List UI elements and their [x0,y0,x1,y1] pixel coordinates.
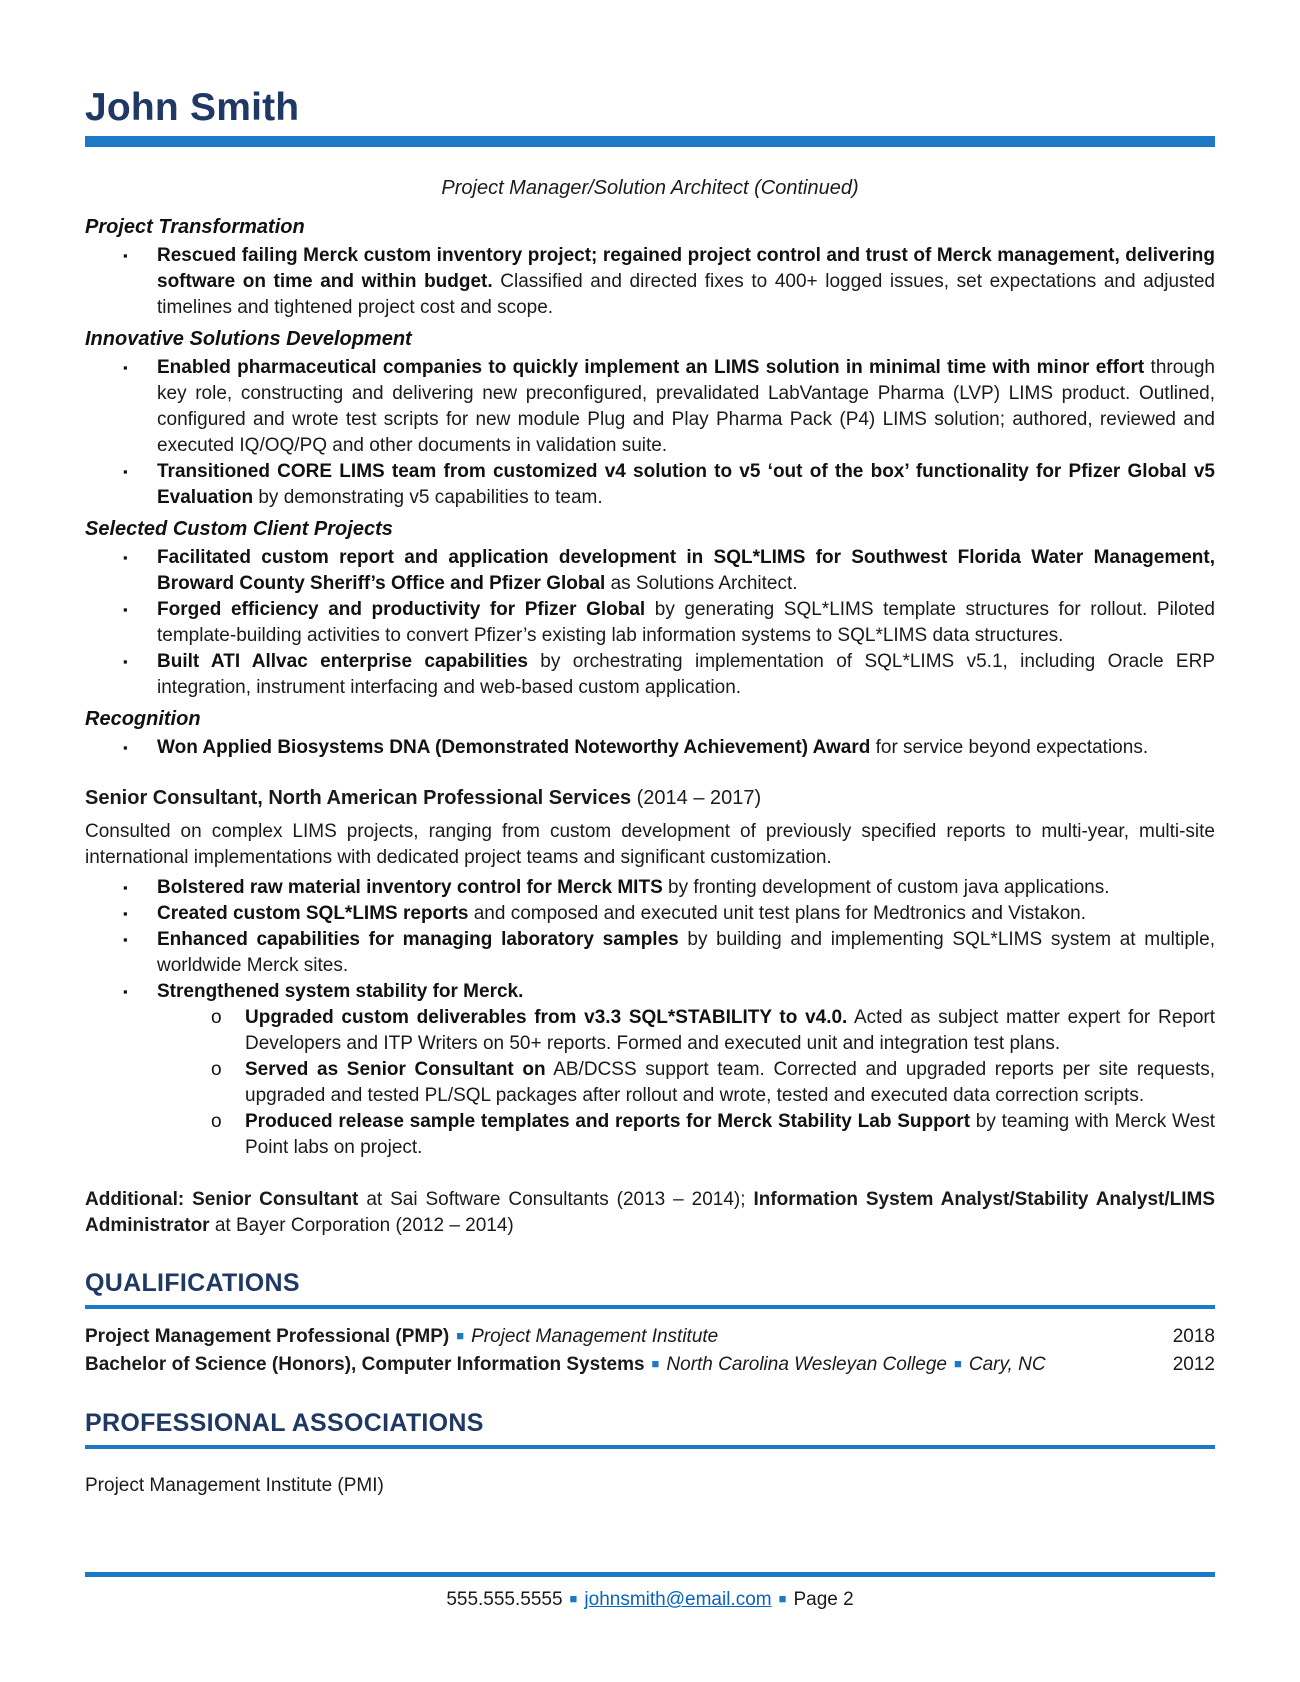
page-footer [85,1572,1215,1611]
bullet-item [85,459,1215,511]
bullet-circle-icon: o [211,1110,222,1132]
bullet-text: Built ATI Allvac enterprise capabilities by orchestrating implementation of SQL*LIMS v5.1, including Oracle ERP integration, instrument interfacing and web-based custom application. [157,650,1215,698]
bullet-text: Won Applied Biosystems DNA (Demonstrated Noteworthy Achievement) Award for service beyond expectations. [157,736,1149,758]
qualification-detail: Bachelor of Science (Honors), Computer Information Systems ■ North Carolina Wesleyan College ■ Cary, NC [85,1353,1046,1375]
association-item: Project Management Institute (PMI) [85,1474,384,1496]
bullet-text: Forged efficiency and productivity for Pfizer Global by generating SQL*LIMS template structures for rollout. Piloted template-building activities to convert Pfizer’s existing lab information systems to SQL*LIMS data structures. [157,598,1215,646]
section-heading-qualifications: QUALIFICATIONS [85,1269,1215,1309]
page-title: John Smith [85,86,300,129]
sub-bullet-text: Served as Senior Consultant on AB/DCSS support team. Corrected and upgraded reports per site requests, upgraded and tested PL/SQL packages after rollout and wrote, tested and executed data correction scripts. [245,1058,1216,1106]
section-heading-associations: PROFESSIONAL ASSOCIATIONS [85,1409,1215,1449]
qualification-detail: Project Management Professional (PMP) ■ Project Management Institute [85,1325,719,1347]
bullet-item [85,597,1215,649]
subsection-heading-selected-projects: Selected Custom Client Projects [85,517,393,540]
bullet-item [85,355,1215,459]
separator-square-icon: ■ [953,1355,962,1371]
qualifications-list [85,1323,1215,1379]
sub-bullet-text: Upgraded custom deliverables from v3.3 SQL*STABILITY to v4.0. Acted as subject matter expert for Report Developers and ITP Writers on 50+ reports. Formed and executed unit and integration test plans. [245,1006,1216,1054]
sub-bullet-item [85,1057,1215,1109]
bullet-text: Enabled pharmaceutical companies to quickly implement an LIMS solution in minimal time with minor effort through key role, constructing and delivering new preconfigured, prevalidated LabVantage Pharma (LVP) LIMS product. Outlined, configured and wrote test scripts for new module Plug and Play Pharma Pack (P4) LIMS solution; authored, reviewed and executed IQ/OQ/PQ and other documents in validation suite. [157,356,1215,456]
bullet-square-icon: ▪ [123,359,128,375]
separator-square-icon: ■ [456,1327,465,1343]
qualification-row [85,1323,1215,1351]
additional-roles: Additional: Senior Consultant at Sai Software Consultants (2013 – 2014); Information System Analyst/Stability Analyst/LIMS Administrator at Bayer Corporation (2012 – 2014) [85,1188,1215,1236]
bullet-item [85,545,1215,597]
bullet-item [85,901,1215,927]
bullet-text: Strengthened system stability for Merck. [157,980,524,1002]
role-heading: Senior Consultant, North American Professional Services (2014 – 2017) [85,786,762,809]
bullet-text: Created custom SQL*LIMS reports and composed and executed unit test plans for Medtronics and Vistakon. [157,902,1086,924]
separator-square-icon: ■ [778,1591,787,1606]
bullet-square-icon: ▪ [123,879,128,895]
bullet-text: Transitioned CORE LIMS team from customized v4 solution to v5 ‘out of the box’ functionality for Pfizer Global v5 Evaluation by demonstrating v5 capabilities to team. [157,460,1215,508]
subsection-heading-project-transformation: Project Transformation [85,215,305,238]
bullet-item [85,875,1215,901]
bullet-square-icon: ▪ [123,983,128,999]
bullet-text: Bolstered raw material inventory control for Merck MITS by fronting development of custom java applications. [157,876,1110,898]
bullet-square-icon: ▪ [123,931,128,947]
continued-role-title: Project Manager/Solution Architect (Continued) [441,176,859,199]
bullet-text: Rescued failing Merck custom inventory project; regained project control and trust of Merck management, delivering software on time and within budget. Classified and directed fixes to 400+ logged issues, set expectations and adjusted timelines and tightened project cost and scope. [157,244,1215,318]
bullet-square-icon: ▪ [123,549,128,565]
subsection-heading-recognition: Recognition [85,707,201,730]
email-link[interactable]: johnsmith@email.com [584,1589,772,1610]
sub-bullet-item [85,1005,1215,1057]
footer-divider [85,1572,1215,1577]
separator-square-icon: ■ [569,1591,578,1606]
bullet-square-icon: ▪ [123,739,128,755]
bullet-square-icon: ▪ [123,247,128,263]
bullet-circle-icon: o [211,1006,222,1028]
bullet-item [85,927,1215,979]
sub-bullet-item [85,1109,1215,1161]
bullet-square-icon: ▪ [123,601,128,617]
header-divider [85,136,1215,147]
footer-page-number: Page 2 [793,1589,854,1610]
separator-square-icon: ■ [651,1355,660,1371]
bullet-item [85,735,1215,761]
bullet-text: Enhanced capabilities for managing laboratory samples by building and implementing SQL*LIMS system at multiple, worldwide Merck sites. [157,928,1215,976]
qualification-year: 2012 [1172,1353,1215,1375]
bullet-item [85,649,1215,701]
bullet-item [85,243,1215,321]
sub-bullet-text: Produced release sample templates and reports for Merck Stability Lab Support by teaming with Merck West Point labs on project. [245,1110,1215,1158]
bullet-item [85,979,1215,1005]
bullet-square-icon: ▪ [123,905,128,921]
bullet-circle-icon: o [211,1058,222,1080]
bullet-square-icon: ▪ [123,653,128,669]
footer-phone: 555.555.5555 [446,1589,563,1610]
qualification-row [85,1351,1215,1379]
subsection-heading-innovative-solutions: Innovative Solutions Development [85,327,412,350]
qualification-year: 2018 [1172,1325,1215,1347]
bullet-text: Facilitated custom report and application development in SQL*LIMS for Southwest Florida Water Management, Broward County Sheriff’s Office and Pfizer Global as Solutions Architect. [157,546,1215,594]
role-summary: Consulted on complex LIMS projects, ranging from custom development of previously specified reports to multi-year, multi-site international implementations with dedicated project teams and significant customization. [85,820,1215,868]
bullet-square-icon: ▪ [123,463,128,479]
footer-line [85,1589,1215,1611]
